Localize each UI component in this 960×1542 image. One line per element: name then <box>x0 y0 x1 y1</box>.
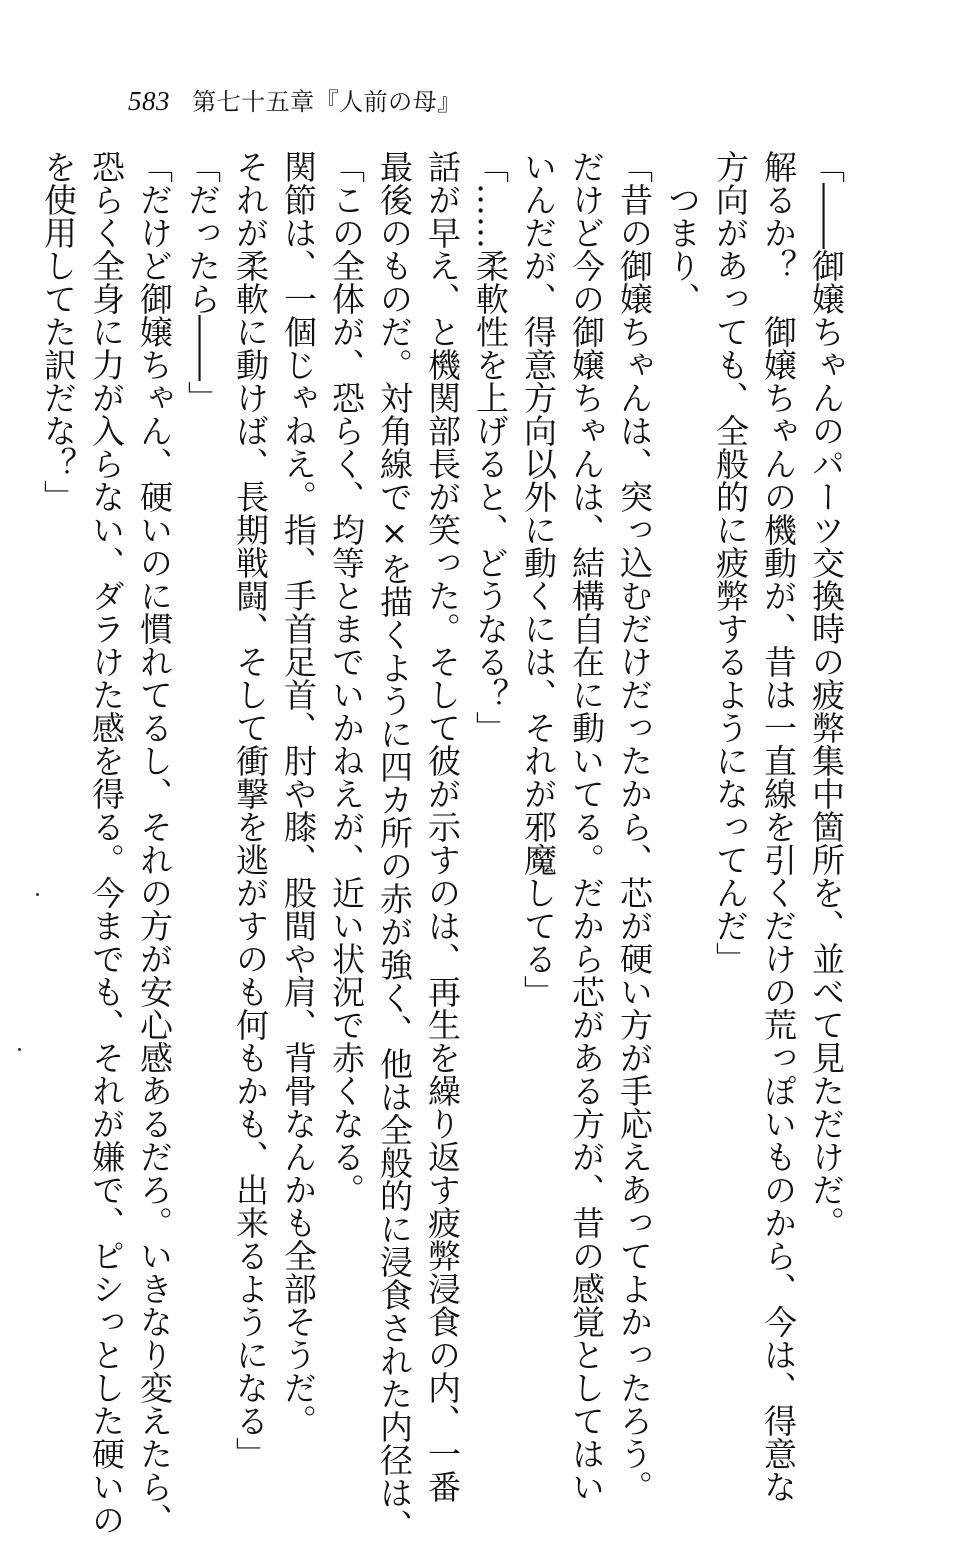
text-line: 「……柔軟性を上げると、どうなる？」 <box>471 150 510 744</box>
chapter-title: 第七十五章『人前の母』 <box>192 88 462 116</box>
page-number: 583 <box>128 86 170 116</box>
vertical-text-body <box>34 150 850 1542</box>
text-line: 「昔の御嬢ちゃんは、突っ込むだけだったから、芯が硬い方が手応えあってよかったろう。 <box>615 150 654 1503</box>
text-line: 話が早え、と機関部長が笑った。そして彼が示すのは、再生を繰り返す疲弊浸食の内、一番 <box>423 150 462 1503</box>
text-line: 恐らく全身に力が入らない、ダラけた感を得る。今までも、それが嫌で、ピシっとした硬いの <box>87 150 126 1536</box>
text-line: 「この全体が、恐らく、均等とまでいかねえが、近い状況で赤くなる。 <box>327 150 366 1206</box>
text-line: つまり、 <box>663 183 702 315</box>
text-line: 解るか？ 御嬢ちゃんの機動が、昔は一直線を引くだけの荒っぽいものから、今は、得意な <box>759 150 798 1503</box>
text-line: 「だけど御嬢ちゃん、硬いのに慣れてるし、それの方が安心感あるだろ。いきなり変えたら、 <box>135 150 174 1536</box>
text-line: 関節は、一個じゃねえ。指、手首足首、肘や膝、股間や肩、背骨なんかも全部そうだ。 <box>279 150 318 1437</box>
text-line: それが柔軟に動けば、長期戦闘、そして衝撃を逃がすのも何もかも、出来るようになる」 <box>231 150 270 1470</box>
scan-speck <box>36 893 39 896</box>
page-header <box>128 82 462 117</box>
text-line: 「――御嬢ちゃんのパーツ交換時の疲弊集中箇所を、並べて見ただけだ。 <box>807 150 846 1239</box>
text-line: 方向があっても、全般的に疲弊するようになってんだ」 <box>711 150 750 975</box>
text-line: だけど今の御嬢ちゃんは、結構自在に動いてる。だから芯がある方が、昔の感覚としてはい <box>567 150 606 1503</box>
scan-speck <box>18 1048 21 1051</box>
text-line: を使用してた訳だな？」 <box>39 150 78 513</box>
text-line: 最後のものだ。対角線で×を描くように四カ所の赤が強く、他は全般的に浸食された内径は、 <box>375 150 414 1542</box>
text-line: 「だったら――」 <box>183 150 222 414</box>
text-line: いんだが、得意方向以外に動くには、それが邪魔してる」 <box>519 150 558 1008</box>
